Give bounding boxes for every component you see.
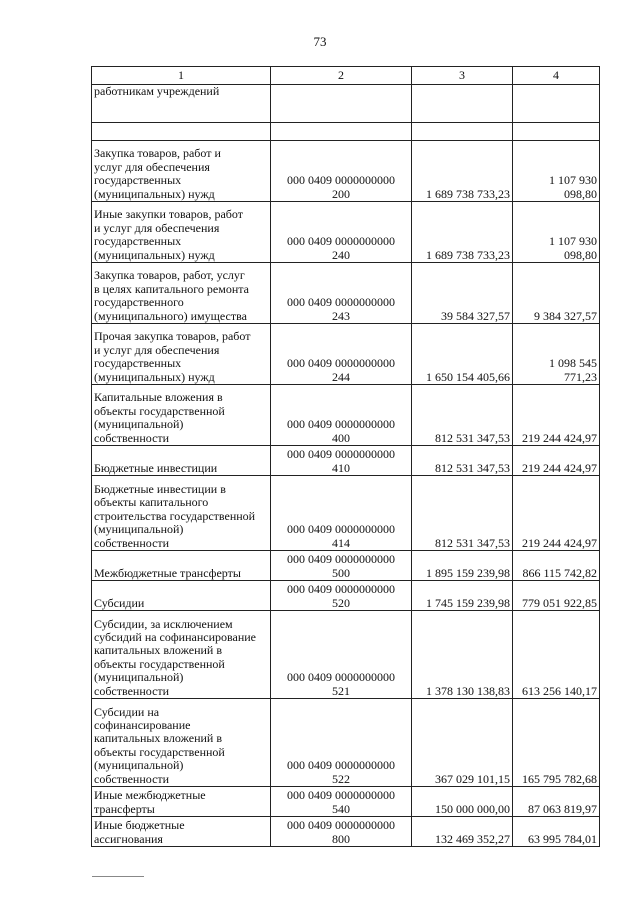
row-code: 000 0409 0000000000 520 — [287, 582, 395, 610]
table-row — [92, 123, 600, 141]
row-code: 000 0409 0000000000 243 — [287, 295, 395, 323]
table-row — [92, 385, 600, 446]
page-number: 73 — [313, 34, 327, 49]
row-value-col3: 812 531 347,53 — [435, 430, 510, 445]
footnote-divider — [92, 876, 144, 877]
row-value-col3: 367 029 101,15 — [435, 771, 510, 786]
row-code: 000 0409 0000000000 521 — [287, 670, 395, 698]
row-value-col3: 1 689 738 733,23 — [426, 186, 510, 201]
table-row — [92, 611, 600, 699]
row-label: Бюджетные инвестиции в объекты капитального строительства государственной (муниципальной) собственности — [94, 481, 256, 550]
row-value-col4: 219 244 424,97 — [522, 460, 597, 475]
row-code: 000 0409 0000000000 800 — [287, 818, 395, 846]
table-row — [92, 551, 600, 581]
row-label: Субсидии, за исключением субсидий на софинансирование капитальных вложений в объекты государственной (муниципальной) собственности — [94, 616, 257, 698]
row-code: 000 0409 0000000000 500 — [287, 552, 395, 580]
table-row — [92, 581, 600, 611]
column-header-4: 4 — [513, 67, 600, 85]
row-value-col4: 1 107 930 098,80 — [549, 173, 597, 201]
table-row — [92, 263, 600, 324]
row-label: Иные межбюджетные трансферты — [94, 788, 206, 816]
column-header-2: 2 — [271, 67, 412, 85]
column-header-row — [92, 67, 600, 85]
row-label: Бюджетные инвестиции — [94, 460, 218, 475]
row-label: Прочая закупка товаров, работ и услуг для обеспечения государственных (муниципальных) нужд — [94, 329, 251, 384]
row-code: 000 0409 0000000000 400 — [287, 417, 395, 445]
row-label: Закупка товаров, работ, услуг в целях капитального ремонта государственного (муниципального) имущества — [94, 268, 249, 323]
row-value-col3: 1 895 159 239,98 — [426, 565, 510, 580]
table-row — [92, 817, 600, 847]
row-code: 000 0409 0000000000 240 — [287, 234, 395, 262]
row-value-col4: 87 063 819,97 — [528, 801, 597, 816]
row-label: Межбюджетные трансферты — [94, 565, 241, 580]
row-code: 000 0409 0000000000 410 — [287, 447, 395, 475]
row-code: 000 0409 0000000000 540 — [287, 788, 395, 816]
row-value-col3: 1 745 159 239,98 — [426, 595, 510, 610]
table-row — [92, 141, 600, 202]
row-label: Капитальные вложения в объекты государственной (муниципальной) собственности — [94, 390, 225, 445]
table-row — [92, 787, 600, 817]
row-value-col3: 812 531 347,53 — [435, 460, 510, 475]
row-value-col4: 165 795 782,68 — [522, 771, 597, 786]
row-value-col4: 9 384 327,57 — [534, 308, 597, 323]
row-value-col3: 812 531 347,53 — [435, 535, 510, 550]
row-label: Иные бюджетные ассигнования — [94, 818, 185, 846]
table-row — [92, 446, 600, 476]
row-value-col3: 1 650 154 405,66 — [426, 369, 510, 384]
budget-table — [91, 66, 600, 847]
row-value-col4: 63 995 784,01 — [528, 831, 597, 846]
column-header-1: 1 — [92, 67, 271, 85]
row-value-col4: 866 115 742,82 — [522, 565, 597, 580]
row-value-col3: 1 378 130 138,83 — [426, 683, 510, 698]
row-value-col4: 613 256 140,17 — [522, 683, 597, 698]
row-value-col3: 1 689 738 733,23 — [426, 247, 510, 262]
row-value-col4: 1 107 930 098,80 — [549, 234, 597, 262]
row-code: 000 0409 0000000000 414 — [287, 522, 395, 550]
table-row — [92, 699, 600, 787]
row-value-col4: 779 051 922,85 — [522, 595, 597, 610]
column-header-3: 3 — [412, 67, 513, 85]
table-row — [92, 202, 600, 263]
row-value-col3: 150 000 000,00 — [435, 801, 510, 816]
row-label: Субсидии на софинансирование капитальных вложений в объекты государственной (муниципальной) собственности — [94, 704, 225, 786]
row-code: 000 0409 0000000000 522 — [287, 758, 395, 786]
table-row — [92, 324, 600, 385]
row-value-col4: 1 098 545 771,23 — [549, 356, 597, 384]
table-row — [92, 85, 600, 123]
row-label: работникам учреждений — [94, 84, 220, 98]
row-label: Иные закупки товаров, работ и услуг для обеспечения государственных (муниципальных) нужд — [94, 207, 243, 262]
row-value-col4: 219 244 424,97 — [522, 535, 597, 550]
row-code: 000 0409 0000000000 200 — [287, 173, 395, 201]
row-code: 000 0409 0000000000 244 — [287, 356, 395, 384]
row-value-col4: 219 244 424,97 — [522, 430, 597, 445]
table-row — [92, 476, 600, 551]
row-label: Субсидии — [94, 595, 145, 610]
row-value-col3: 132 469 352,27 — [435, 831, 510, 846]
row-value-col3: 39 584 327,57 — [441, 308, 510, 323]
row-label: Закупка товаров, работ и услуг для обеспечения государственных (муниципальных) нужд — [94, 146, 221, 201]
